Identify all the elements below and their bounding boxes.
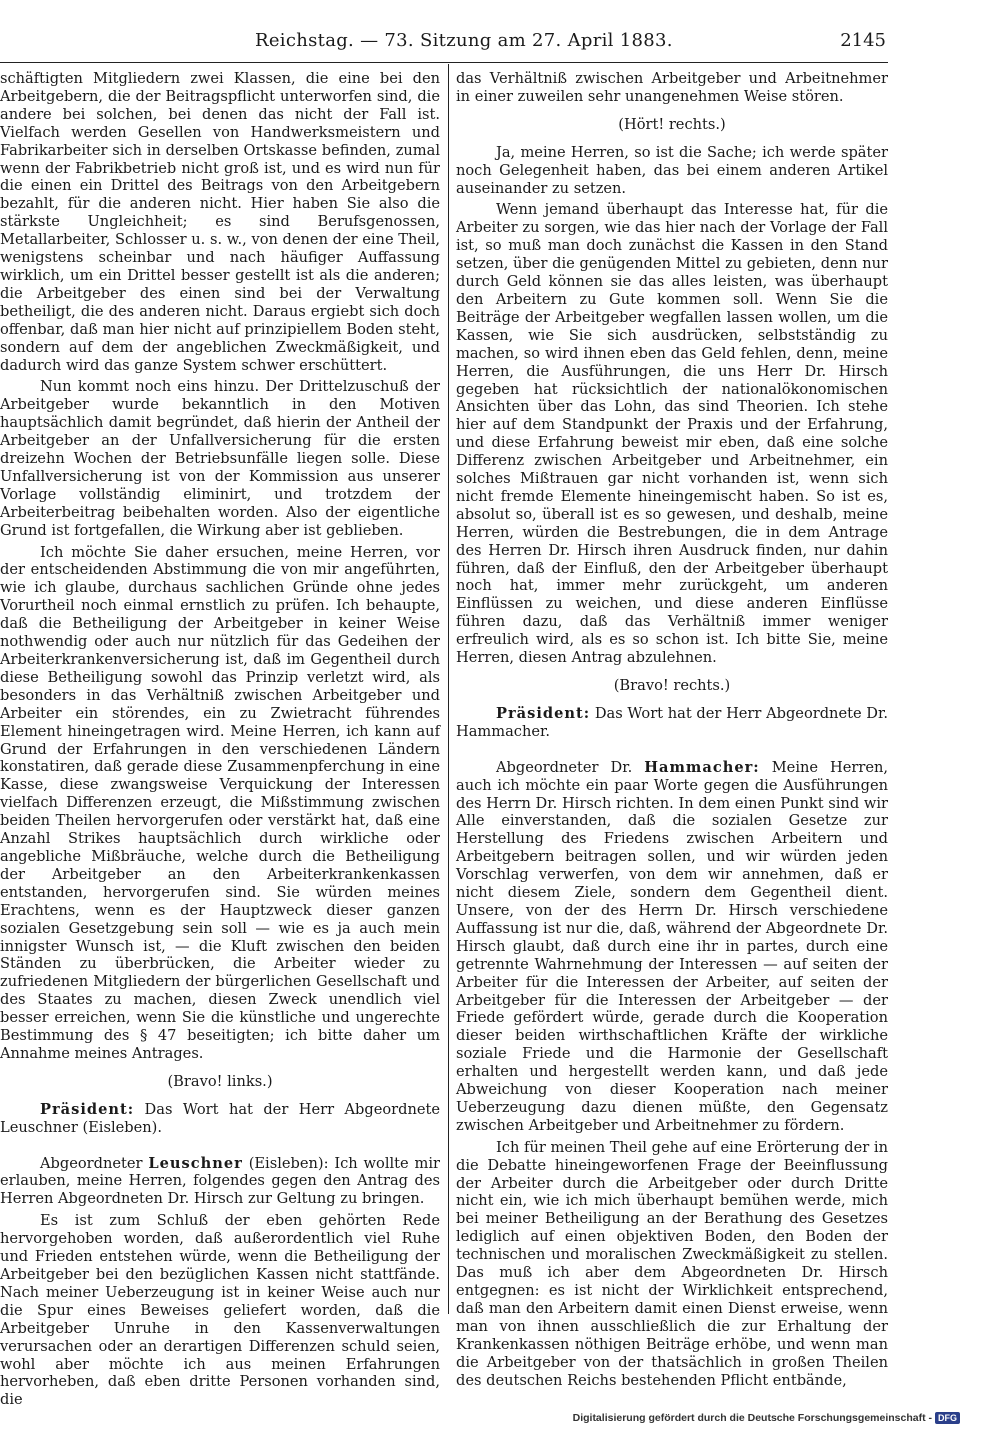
- paragraph: schäftigten Mitgliedern zwei Klassen, die eine bei den Arbeitgebern, die der Beitragspflicht unterworfen sind, die andere bei solchen, bei denen das nicht der Fall ist. Vielfach werden Gesellen von Handwerksmeistern und Fabrikarbeiter sich in derselben Ortskasse befinden, zumal wenn der Fabrikbetrieb nicht groß ist, und es wird nun für die einen ein Drittel des Beitrags von den Arbeitgebern bezahlt, für die anderen nicht. Hier haben Sie also die stärkste Ungleichheit; es sind Berufsgenossen, Metallarbeiter, Schlosser u. s. w., von denen der eine Theil, wenigstens scheinbar und nach häufiger Auffassung wirklich, um ein Drittel besser gestellt ist als die anderen; die Arbeitgeber des einen sind bei der Verwaltung betheiligt, die des anderen nicht. Daraus ergiebt sich doch offenbar, daß man hier nicht auf prinzipiellem Boden steht, sondern auf dem der angeblichen Zweckmäßigkeit, und dadurch wird das ganze System schwer erschüttert.: [0, 70, 440, 374]
- speaker-name: Leuschner: [148, 1154, 243, 1172]
- paragraph: das Verhältniß zwischen Arbeitgeber und Arbeitnehmer in einer zuweilen sehr unangenehmen Weise stören.: [456, 70, 888, 105]
- page-header: [0, 26, 1000, 56]
- president-label: Präsident:: [40, 1100, 135, 1118]
- applause-note: (Bravo! rechts.): [613, 677, 731, 694]
- speaker-text: (Eisleben): Ich wollte mir erlauben, meine Herren, folgendes gegen den Antrag des Herren Abgeordneten Dr. Hirsch zur Geltung zu bringen.: [0, 1154, 441, 1208]
- page-number: 2145: [840, 30, 886, 51]
- header-rule: [0, 62, 888, 63]
- left-column: [0, 70, 440, 1409]
- applause-note: (Hört! rechts.): [618, 115, 726, 133]
- right-column: [456, 70, 888, 1389]
- speaker-text: Meine Herren, auch ich möchte ein paar Worte gegen die Ausführungen des Herrn Dr. Hirsch richten. In dem einen Punkt sind wir Alle einverstanden, daß die sozialen Gesetze zur Herstellung des Friedens zwischen Arbeitern und Arbeitgebern beitragen sollen, und wir würden jeden Vorschlag verwerfen, von dem wir annehmen, daß er nicht diesem Ziele, sondern dem Gegentheil dient. Unsere, von der des Herrn Dr. Hirsch verschiedene Auffassung ist nur die, daß, während der Abgeordnete Dr. Hirsch glaubt, daß durch eine ihr in partes, durch eine getrennte Wahrnehmung der Interessen — auf seiten der Arbeiter für die Interessen der Arbeiter, auf seiten der Arbeitgeber für die Interessen der Arbeitgeber — der Friede gefördert würde, gerade durch die Kooperation dieser beiden wirthschaftlichen Kräfte der wirkliche soziale Friede und die Harmonie der Gesellschaft erhalten und hergestellt werden kann, und daß jede Abweichung von dieser Kooperation nach meiner Ueberzeugung dazu dienen müßte, den Gegensatz zwischen Arbeitgeber und Arbeitnehmer zu fördern.: [456, 758, 889, 1134]
- paragraph: Es ist zum Schluß der eben gehörten Rede hervorgehoben worden, daß außerordentlich viel Ruhe und Frieden entstehen würde, wenn die Betheiligung der Arbeitgeber bei den bezüglichen Kassen nicht stattfände. Nach meiner Ueberzeugung ist in keiner Weise auch nur die Spur eines Beweises geliefert worden, daß die Arbeitgeber Unruhe in den Kassenverwaltungen verursachen oder an derartigen Differenzen schuld seien, wohl aber möchte ich aus meinen Erfahrungen hervorheben, daß eben dritte Personen vorhanden sind, die: [0, 1212, 440, 1409]
- paragraph: Ich möchte Sie daher ersuchen, meine Herren, vor der entscheidenden Abstimmung die von mir angeführten, wie ich glaube, durchaus sachlichen Gründe ohne jedes Vorurtheil noch einmal ernstlich zu prüfen. Ich behaupte, daß die Betheiligung der Arbeitgeber in keiner Weise nothwendig oder auch nur nützlich für das Gedeihen der Arbeiterkrankenversicherung ist, daß im Gegentheil durch diese Betheiligung sowohl das Prinzip verletzt wird, als besonders in das Verhältniß zwischen Arbeitgeber und Arbeiter ein störendes, ein zu Zwietracht führendes Element hineingetragen wird. Meine Herren, ich kann auf Grund der Erfahrungen in den verschiedenen Ländern konstatiren, daß gerade diese Zusammenpferchung in eine Kasse, diese zwangsweise Verquickung der Interessen vielfach Differenzen erzeugt, die Mißstimmung zwischen beiden Theilen hervorgerufen oder verstärkt hat, daß eine Anzahl Strikes hauptsächlich durch wirkliche oder angebliche Mißbräuche, welche durch die Betheiligung der Arbeitgeber an den Arbeiterkrankenkassen entstanden, hervorgerufen sind. Sie würden meines Erachtens, wenn es der Hauptzweck dieser ganzen sozialen Gesetzgebung sein soll — wie es ja auch mein innigster Wunsch ist, — die Kluft zwischen den beiden Ständen zu überbrücken, die Arbeiter wieder zu zufriedenen Mitgliedern der bürgerlichen Gesellschaft und des Staates zu machen, diesen Zweck unendlich viel besser erreichen, wenn Sie die künstliche und ungerechte Bestimmung des § 47 beseitigten; ich bitte daher um Annahme meines Antrages.: [0, 543, 440, 1062]
- speaker-intro: Abgeordneter Dr.: [496, 758, 633, 776]
- president-label: Präsident:: [496, 704, 591, 722]
- president-text: Das Wort hat der Herr Abgeordnete Leuschner (Eisleben).: [0, 1100, 440, 1136]
- paragraph: Nun kommt noch eins hinzu. Der Drittelzuschuß der Arbeitgeber wurde bekanntlich in den Motiven hauptsächlich damit begründet, daß hierin der Antheil der Arbeitgeber an der Unfallversicherung für die ersten dreizehn Wochen der Betriebsunfälle liegen solle. Diese Unfallversicherung ist von der Kommission aus unserer Vorlage vollständig eliminirt, und trotzdem der Arbeiterbeitrag beibehalten worden. Also der eigentliche Grund ist fortgefallen, die Wirkung aber ist geblieben.: [0, 378, 440, 539]
- president-statement: [0, 1101, 440, 1137]
- footer-text: Digitalisierung gefördert durch die Deutsche Forschungsgemeinschaft -: [572, 1412, 932, 1424]
- paragraph: Ja, meine Herren, so ist die Sache; ich werde später noch Gelegenheit haben, das bei einem anderen Artikel auseinander zu setzen.: [456, 143, 888, 197]
- speaker-intro: Abgeordneter: [40, 1154, 143, 1172]
- paragraph: Ich für meinen Theil gehe auf eine Erörterung der in die Debatte hineingeworfenen Frage der Beeinflussung der Arbeiter durch die Arbeitgeber oder durch Dritte nicht ein, wie ich mich überhaupt bemühen werde, mich bei meiner Betheiligung an der Berathung des Gesetzes lediglich auf einen objektiven Boden, den Boden der technischen und moralischen Zweckmäßigkeit zu stellen. Das muß ich aber dem Abgeordneten Dr. Hirsch entgegnen: es ist nicht der Wirklichkeit entsprechend, daß man den Arbeitern damit einen Dienst erweise, wenn man von ihnen ausschließlich die zur Erhaltung der Krankenkassen nöthigen Beiträge erhöbe, und wenn man die Arbeitgeber von der thatsächlich in großen Theilen des deutschen Reichs bestehenden Pflicht entbände,: [456, 1138, 888, 1389]
- paragraph: Wenn jemand überhaupt das Interesse hat, für die Arbeiter zu sorgen, wie das hier nach der Vorlage der Fall ist, so muß man doch zunächst die Kassen in den Stand setzen, über die genügenden Mittel zu gebieten, denn nur durch Geld können sie das alles leisten, was überhaupt den Arbeitern zu Gute kommen soll. Wenn Sie die Beiträge der Arbeitgeber wegfallen lassen wollen, um die Kassen, wie Sie sich ausdrücken, selbstständig zu machen, so wird ihnen eben das Geld fehlen, denn, meine Herren, die Ausführungen, die uns Herr Dr. Hirsch gegeben hat rücksichtlich der nationalökonomischen Ansichten über das Lohn, das sind Theorien. Ich stehe hier auf dem Standpunkt der Praxis und der Erfahrung, und diese Erfahrung beweist mir eben, daß eine solche Differenz zwischen Arbeitgeber und Arbeitnehmer, ein solches Mißtrauen gar nicht vorhanden ist, wenn sich nicht fremde Elemente hineingemischt haben. So ist es, absolut so, überall ist es so gewesen, und deshalb, meine Herren, würden die Bestrebungen, die in dem Antrage des Herren Dr. Hirsch ihren Ausdruck finden, nur dahin führen, daß der Einfluß, den der Arbeitgeber überhaupt noch hat, immer mehr zurückgeht, um anderen Einflüssen zu weichen, und diese anderen Einflüsse führen dazu, daß das Verhältniß immer weniger erfreulich wird, als es so schon ist. Ich bitte Sie, meine Herren, diesen Antrag abzulehnen.: [456, 201, 888, 667]
- speaker-statement: [456, 759, 888, 1135]
- speaker-statement: [0, 1155, 440, 1209]
- header-title: Reichstag. — 73. Sitzung am 27. April 1883.: [255, 30, 673, 51]
- president-statement: [456, 705, 888, 741]
- column-divider: [448, 64, 449, 1314]
- applause-note: (Bravo! links.): [167, 1072, 273, 1090]
- dfg-logo-icon: DFG: [935, 1412, 960, 1424]
- digitization-footer: [573, 1412, 960, 1424]
- president-text: Das Wort hat der Herr Abgeordnete Dr. Hammacher.: [456, 704, 888, 740]
- speaker-name: Hammacher:: [644, 758, 760, 776]
